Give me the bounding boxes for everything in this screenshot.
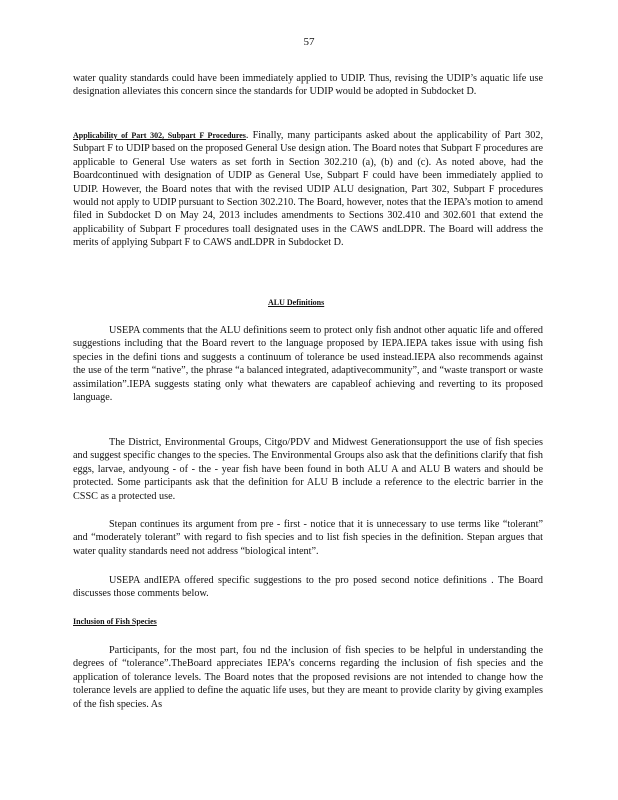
page-number: 57 — [303, 36, 315, 48]
paragraph-participants-fish-species: Participants, for the most part, fou nd the inclusion of fish species to be helpful in understanding the degrees of “tolerance”.TheBoard appreciates IEPA’s concerns regarding the inclusion of fish species and the application of tolerance levels. The Board notes that the proposed revisions are not intended to change how the tolerance levels are applied to define the aquatic life uses, but they are meant to provide clarity by giving examples of the fish species. As — [73, 645, 543, 710]
paragraph-district-comments: The District, Environmental Groups, Citgo/PDV and Midwest Generationsupport the use of fish species and suggest specific changes to the species. The Environmental Groups also ask that the definitions clarify that fish eggs, larvae, andyoung - of - the - year fish have been found in both ALU A and ALU B waters and should be protected. Some participants ask that the definition for ALU B include a reference to the electric barrier in the CSSC as a protected use. — [73, 437, 544, 502]
paragraph-stepan-comments: Stepan continues its argument from pre - first - notice that it is unnecessary to use terms like “tolerant” and “moderately tolerant” with regard to fish species and to list fish species in the definition. Stepan argues that water quality standards need not address “biological intent”. — [73, 519, 543, 557]
paragraph-subpart-f-body: . Finally, many participants asked about the applicability of Part 302, Subpart F to UDIP based on the proposed General Use design ation. The Board notes that Subpart F procedures are applicable to General Use waters as set forth in Section 302.210 (a), (b) and (c). As noted above, had the Boardcontinued with designation of UDIP as General Use, Subpart F could have been immediately applied to UDIP. However, the Board notes that with the revised UDIP ALU designation, Part 302, Subpart F procedures would not apply to UDIP pursuant to Section 302.210. The Board, however, notes that the IEPA’s motion to amend filed in Subdocket D on May 24, 2013 includes amendments to Sections 302.410 and 302.601 that extend the applicability of Subpart F procedures toall designated uses in the CAWS andLDPR. The Board will address the merits of applying Subpart F to CAWS andLDPR in Subdocket D. — [73, 130, 543, 249]
paragraph-subpart-f-applicability — [73, 129, 543, 250]
heading-applicability-subpart-f: Applicability of Part 302, Subpart F Procedures — [73, 131, 246, 140]
paragraph-udip-standards: water quality standards could have been immediately applied to UDIP. Thus, revising the UDIP’s aquatic life use designation alleviates this concern since the standards for UDIP would be adopted in Subdocket D. — [73, 73, 543, 98]
paragraph-usepa-comments: USEPA comments that the ALU definitions seem to protect only fish andnot other aquatic life and offered suggestions including that the Board revert to the language proposed by IEPA.IEPA takes issue with using fish species in the defini tions and suggests a continuum of tolerance be used instead.IEPA also recommends against the use of the term “native”, the phrase “a balanced integrated, adaptivecommunity”, and “waste transport or waste assimilation”.IEPA suggests stating only what thewaters are capableof achieving and reverting to its proposed language. — [73, 325, 543, 404]
heading-alu-definitions: ALU Definitions — [268, 298, 325, 307]
paragraph-usepa-iepa-suggestions: USEPA andIEPA offered specific suggestions to the pro posed second notice definitions . The Board discusses those comments below. — [73, 575, 543, 600]
heading-inclusion-of-fish-species: Inclusion of Fish Species — [73, 617, 157, 626]
